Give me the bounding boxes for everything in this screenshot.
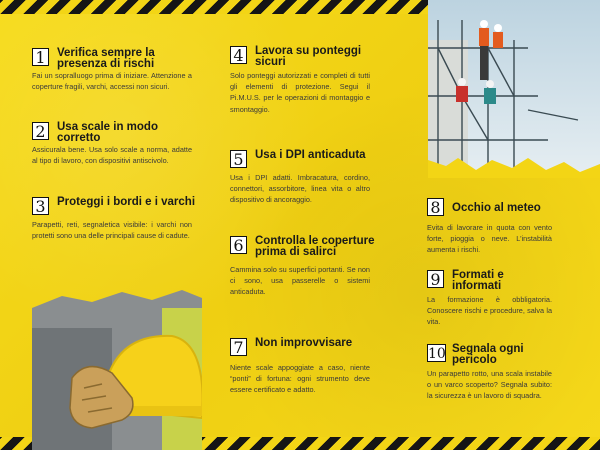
- tip-number: 7: [230, 338, 247, 356]
- tip-title: Formati e informati: [452, 269, 504, 292]
- tip-title: Usa scale in modo corretto: [57, 121, 158, 144]
- tip-body: Usa i DPI adatti. Imbracatura, cordino, connettori, assorbitore, linea vita o altro dispositivo di ancoraggio.: [230, 173, 370, 205]
- tip-title: Occhio al meteo: [452, 202, 541, 214]
- helmet-photo: [32, 288, 202, 450]
- tip-body: Assicurala bene. Usa solo scale a norma, adatte al tipo di lavoro, con dispositivi antiscivolo.: [32, 145, 192, 166]
- tip-number: 8: [427, 198, 444, 216]
- tip-body: Parapetti, reti, segnaletica visibile: i varchi non protetti sono una delle principali cause di cadute.: [32, 220, 192, 241]
- tip-body: Cammina solo su superfici portanti. Se non ci sono, usa passerelle o sistemi anticaduta.: [230, 265, 370, 297]
- tip-title: Lavora su ponteggi sicuri: [255, 45, 362, 68]
- tip-title: Usa i DPI anticaduta: [255, 149, 366, 161]
- tip-title: Non improvvisare: [255, 337, 353, 349]
- tip-number: 4: [230, 46, 247, 64]
- tip-body: La formazione è obbligatoria. Conoscere rischi e procedure, salva la vita.: [427, 295, 552, 327]
- tip-number: 9: [427, 270, 444, 288]
- tip-body: Evita di lavorare in quota con vento forte, pioggia o neve. L’instabilità aumenta i rischi.: [427, 223, 552, 255]
- tip-body: Solo ponteggi autorizzati e completi di tutti gli elementi di protezione. Segui il Pi.M.U.S. per le operazioni di montaggio e smontaggio.: [230, 71, 370, 114]
- tip-number: 5: [230, 150, 247, 168]
- scaffold-workers-photo: [428, 0, 600, 178]
- tip-body: Niente scale appoggiate a caso, niente “ponti” di fortuna: ogni strumento deve essere certificato e adatto.: [230, 363, 370, 395]
- tip-title: Controlla le coperture prima di salirci: [255, 235, 375, 258]
- tip-body: Un parapetto rotto, una scala instabile o un varco scoperto? Segnala subito: la sicurezza è un lavoro di squadra.: [427, 369, 552, 401]
- tip-number: 3: [32, 197, 49, 215]
- tip-number: 2: [32, 122, 49, 140]
- tip-title: Proteggi i bordi e i varchi: [57, 196, 196, 208]
- tip-number: 1: [32, 48, 49, 66]
- tip-body: Fai un sopralluogo prima di iniziare. Attenzione a coperture fragili, varchi, accessi non sicuri.: [32, 71, 192, 92]
- tip-number: 10: [428, 346, 446, 362]
- tip-title: Verifica sempre la presenza di rischi: [57, 47, 155, 70]
- tip-number: 6: [230, 236, 247, 254]
- tip-title: Segnala ogni pericolo: [452, 343, 524, 366]
